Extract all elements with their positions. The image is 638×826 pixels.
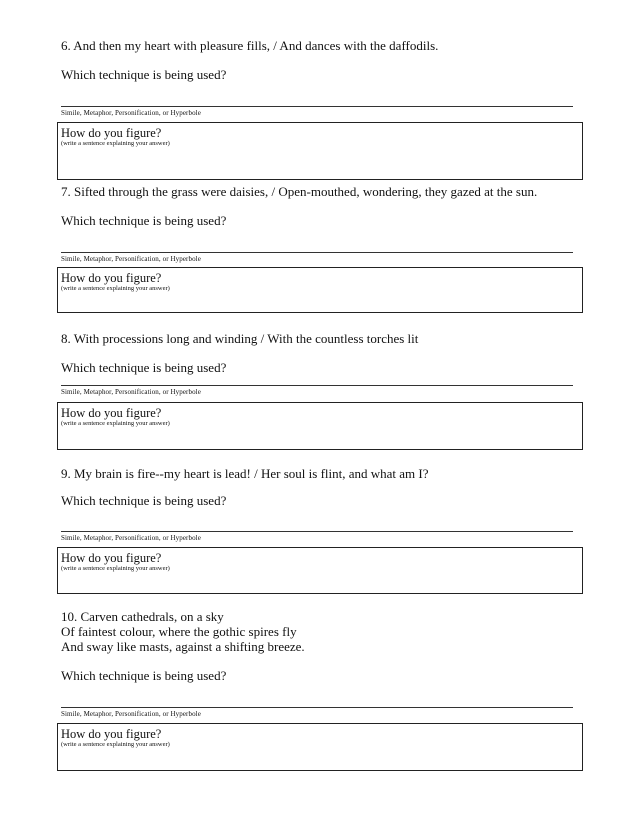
answer-line[interactable] xyxy=(61,707,573,708)
box-title: How do you figure? xyxy=(61,271,162,285)
box-subtitle: (write a sentence explaining your answer) xyxy=(61,565,170,572)
question-prompt: 8. With processions long and winding / With the countless torches lit xyxy=(61,331,419,346)
box-subtitle: (write a sentence explaining your answer) xyxy=(61,140,170,147)
question-6 xyxy=(57,38,587,188)
box-title: How do you figure? xyxy=(61,727,162,741)
answer-line[interactable] xyxy=(61,531,573,532)
question-prompt: 10. Carven cathedrals, on a sky Of faintest colour, where the gothic spires fly And sway like masts, against a shifting breeze. xyxy=(61,609,305,654)
answer-line[interactable] xyxy=(61,385,573,386)
question-prompt: 6. And then my heart with pleasure fills, / And dances with the daffodils. xyxy=(61,38,439,53)
answer-line[interactable] xyxy=(61,252,573,253)
options-hint: Simile, Metaphor, Personification, or Hyperbole xyxy=(61,109,201,117)
box-title: How do you figure? xyxy=(61,126,162,140)
question-10 xyxy=(57,609,587,779)
question-9 xyxy=(57,466,587,606)
question-8 xyxy=(57,331,587,461)
technique-question: Which technique is being used? xyxy=(61,668,227,683)
box-subtitle: (write a sentence explaining your answer) xyxy=(61,741,170,748)
box-subtitle: (write a sentence explaining your answer) xyxy=(61,285,170,292)
answer-line[interactable] xyxy=(61,106,573,107)
question-prompt: 9. My brain is fire--my heart is lead! / Her soul is flint, and what am I? xyxy=(61,466,429,481)
explanation-box[interactable] xyxy=(57,122,583,180)
options-hint: Simile, Metaphor, Personification, or Hyperbole xyxy=(61,255,201,263)
options-hint: Simile, Metaphor, Personification, or Hyperbole xyxy=(61,710,201,718)
question-prompt: 7. Sifted through the grass were daisies, / Open-mouthed, wondering, they gazed at the sun. xyxy=(61,184,538,199)
box-title: How do you figure? xyxy=(61,551,162,565)
options-hint: Simile, Metaphor, Personification, or Hyperbole xyxy=(61,534,201,542)
explanation-box[interactable] xyxy=(57,267,583,313)
technique-question: Which technique is being used? xyxy=(61,67,227,82)
explanation-box[interactable] xyxy=(57,402,583,450)
technique-question: Which technique is being used? xyxy=(61,213,227,228)
question-7 xyxy=(57,184,587,334)
explanation-box[interactable] xyxy=(57,723,583,771)
technique-question: Which technique is being used? xyxy=(61,360,227,375)
box-title: How do you figure? xyxy=(61,406,162,420)
technique-question: Which technique is being used? xyxy=(61,493,227,508)
explanation-box[interactable] xyxy=(57,547,583,594)
options-hint: Simile, Metaphor, Personification, or Hyperbole xyxy=(61,388,201,396)
box-subtitle: (write a sentence explaining your answer) xyxy=(61,420,170,427)
